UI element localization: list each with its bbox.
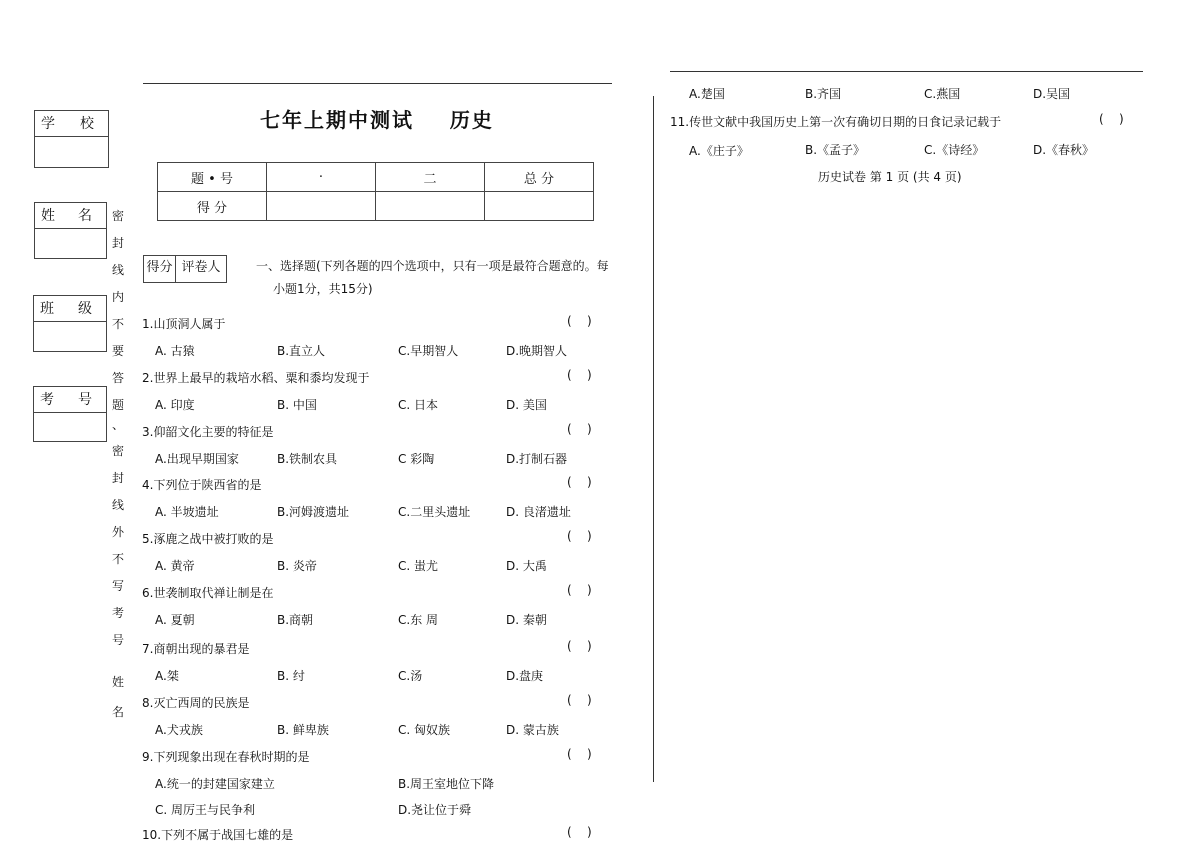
seal-char: 考 <box>111 606 124 620</box>
score-row-label: 得 分 <box>158 192 267 221</box>
option[interactable]: C.《诗经》 <box>924 143 985 157</box>
option[interactable]: B. 鲜卑族 <box>277 723 329 737</box>
option[interactable]: A. 印度 <box>155 398 195 412</box>
seal-char: 线 <box>111 498 124 512</box>
option[interactable]: D. 良渚遗址 <box>506 505 571 519</box>
option[interactable]: A.犬戎族 <box>155 723 203 737</box>
question-stem: 9.下列现象出现在春秋时期的是 <box>142 750 310 764</box>
option[interactable]: C.燕国 <box>924 87 961 101</box>
seal-char: 题 <box>111 398 124 412</box>
seal-char: 内 <box>111 290 124 304</box>
option[interactable]: A. 夏朝 <box>155 613 195 627</box>
school-box <box>34 110 109 168</box>
seal-name-char: 名 <box>111 705 124 719</box>
score-cell[interactable] <box>376 192 485 221</box>
option[interactable]: C 彩陶 <box>398 452 435 466</box>
answer-blank[interactable]: ( ) <box>567 475 592 489</box>
question-stem: 5.涿鹿之战中被打败的是 <box>142 532 274 546</box>
grader-reviewer-label: 评卷人 <box>181 260 221 275</box>
seal-char: 不 <box>111 552 124 566</box>
question-stem: 4.下列位于陕西省的是 <box>142 478 262 492</box>
answer-blank[interactable]: ( ) <box>567 368 592 382</box>
option[interactable]: D.盘庚 <box>506 669 544 683</box>
seal-char: 答 <box>111 371 124 385</box>
option[interactable]: D. 大禹 <box>506 559 547 573</box>
score-header-one: · <box>267 163 376 192</box>
answer-blank[interactable]: ( ) <box>567 314 592 328</box>
name-box <box>34 202 107 259</box>
page-divider <box>653 96 654 782</box>
option[interactable]: B.铁制农具 <box>277 452 338 466</box>
score-cell[interactable] <box>267 192 376 221</box>
seal-char: 外 <box>111 525 124 539</box>
seal-char: 封 <box>111 471 124 485</box>
option[interactable]: D. 美国 <box>506 398 547 412</box>
seal-char: 不 <box>111 317 124 331</box>
class-label-b: 级 <box>78 301 92 317</box>
page-footer: 历史试卷 第 1 页 (共 4 页) <box>818 170 962 184</box>
option[interactable]: D.尧让位于舜 <box>398 803 472 817</box>
question-stem: 7.商朝出现的暴君是 <box>142 642 250 656</box>
exam-number-label-a: 考 <box>40 392 54 408</box>
answer-blank[interactable]: ( ) <box>567 639 592 653</box>
option[interactable]: D. 蒙古族 <box>506 723 559 737</box>
option[interactable]: D. 秦朝 <box>506 613 547 627</box>
question-stem: 3.仰韶文化主要的特征是 <box>142 425 274 439</box>
option[interactable]: C. 匈奴族 <box>398 723 451 737</box>
section-heading-line2: 小题1分，共15分) <box>273 282 373 296</box>
top-rule-left <box>143 83 612 84</box>
score-header-two: 二 <box>376 163 485 192</box>
option[interactable]: B. 纣 <box>277 669 305 683</box>
option[interactable]: A.统一的封建国家建立 <box>155 777 275 791</box>
seal-char: 要 <box>111 344 124 358</box>
option[interactable]: C. 日本 <box>398 398 439 412</box>
question-stem: 2.世界上最早的栽培水稻、粟和黍均发现于 <box>142 371 370 385</box>
option[interactable]: A. 半坡遗址 <box>155 505 219 519</box>
question-stem: 1.山顶洞人属于 <box>142 317 226 331</box>
class-label-a: 班 <box>40 301 54 317</box>
grader-score-label: 得分 <box>144 256 176 282</box>
score-cell[interactable] <box>485 192 594 221</box>
answer-blank[interactable]: ( ) <box>567 693 592 707</box>
option[interactable]: A.《庄子》 <box>689 144 749 158</box>
class-box <box>33 295 107 352</box>
option[interactable]: D.打制石器 <box>506 452 568 466</box>
seal-char: 密 <box>111 209 124 223</box>
school-label-a: 学 <box>41 116 55 132</box>
option[interactable]: C.早期智人 <box>398 344 459 358</box>
seal-char: 写 <box>111 579 124 593</box>
question-stem: 8.灭亡西周的民族是 <box>142 696 250 710</box>
name-label-b: 名 <box>78 208 92 224</box>
seal-char: 封 <box>111 236 124 250</box>
option[interactable]: A. 黄帝 <box>155 559 195 573</box>
option[interactable]: C. 蚩尤 <box>398 559 439 573</box>
option[interactable]: D.《春秋》 <box>1033 143 1095 157</box>
question-stem: 11.传世文献中我国历史上第一次有确切日期的日食记录记载于 <box>670 115 1002 129</box>
score-table <box>157 162 594 221</box>
question-stem: 6.世袭制取代禅让制是在 <box>142 586 274 600</box>
answer-blank[interactable]: ( ) <box>567 583 592 597</box>
page-title: 七年上期中测试 历史 <box>260 108 494 132</box>
seal-char: 密 <box>111 444 124 458</box>
option[interactable]: C.二里头遗址 <box>398 505 471 519</box>
grader-box <box>143 255 227 283</box>
section-heading-line1: 一、选择题(下列各题的四个选项中，只有一项是最符合题意的。每 <box>256 259 609 273</box>
seal-char: 号 <box>111 633 124 647</box>
option[interactable]: C. 周厉王与民争利 <box>155 803 256 817</box>
score-header-total: 总 分 <box>485 163 594 192</box>
school-label-b: 校 <box>80 116 94 132</box>
option[interactable]: A. 古猿 <box>155 344 195 358</box>
seal-char: 、 <box>111 418 124 432</box>
answer-blank[interactable]: ( ) <box>567 747 592 761</box>
answer-blank[interactable]: ( ) <box>567 825 592 839</box>
seal-name-char: 姓 <box>111 675 124 689</box>
score-header-number: 题 • 号 <box>158 163 267 192</box>
option[interactable]: B.河姆渡遗址 <box>277 505 350 519</box>
option[interactable]: D.吴国 <box>1033 87 1071 101</box>
option[interactable]: B.直立人 <box>277 344 326 358</box>
option[interactable]: C.东 周 <box>398 613 439 627</box>
option[interactable]: B. 中国 <box>277 398 317 412</box>
answer-blank[interactable]: ( ) <box>567 422 592 436</box>
exam-number-box <box>33 386 107 442</box>
option[interactable]: B.商朝 <box>277 613 314 627</box>
top-rule-right <box>670 71 1143 72</box>
question-stem: 10.下列不属于战国七雄的是 <box>142 828 294 842</box>
option[interactable]: A.桀 <box>155 669 179 683</box>
seal-char: 线 <box>111 263 124 277</box>
name-label-a: 姓 <box>41 208 55 224</box>
option[interactable]: B.《孟子》 <box>805 143 866 157</box>
answer-blank[interactable]: ( ) <box>567 529 592 543</box>
exam-number-label-b: 号 <box>78 392 92 408</box>
answer-blank[interactable]: ( ) <box>1099 112 1124 126</box>
option[interactable]: B. 炎帝 <box>277 559 317 573</box>
option[interactable]: C.汤 <box>398 669 423 683</box>
option[interactable]: B.周王室地位下降 <box>398 777 495 791</box>
option[interactable]: A.出现早期国家 <box>155 452 239 466</box>
option[interactable]: A.楚国 <box>689 87 725 101</box>
option[interactable]: D.晚期智人 <box>506 344 568 358</box>
option[interactable]: B.齐国 <box>805 87 842 101</box>
